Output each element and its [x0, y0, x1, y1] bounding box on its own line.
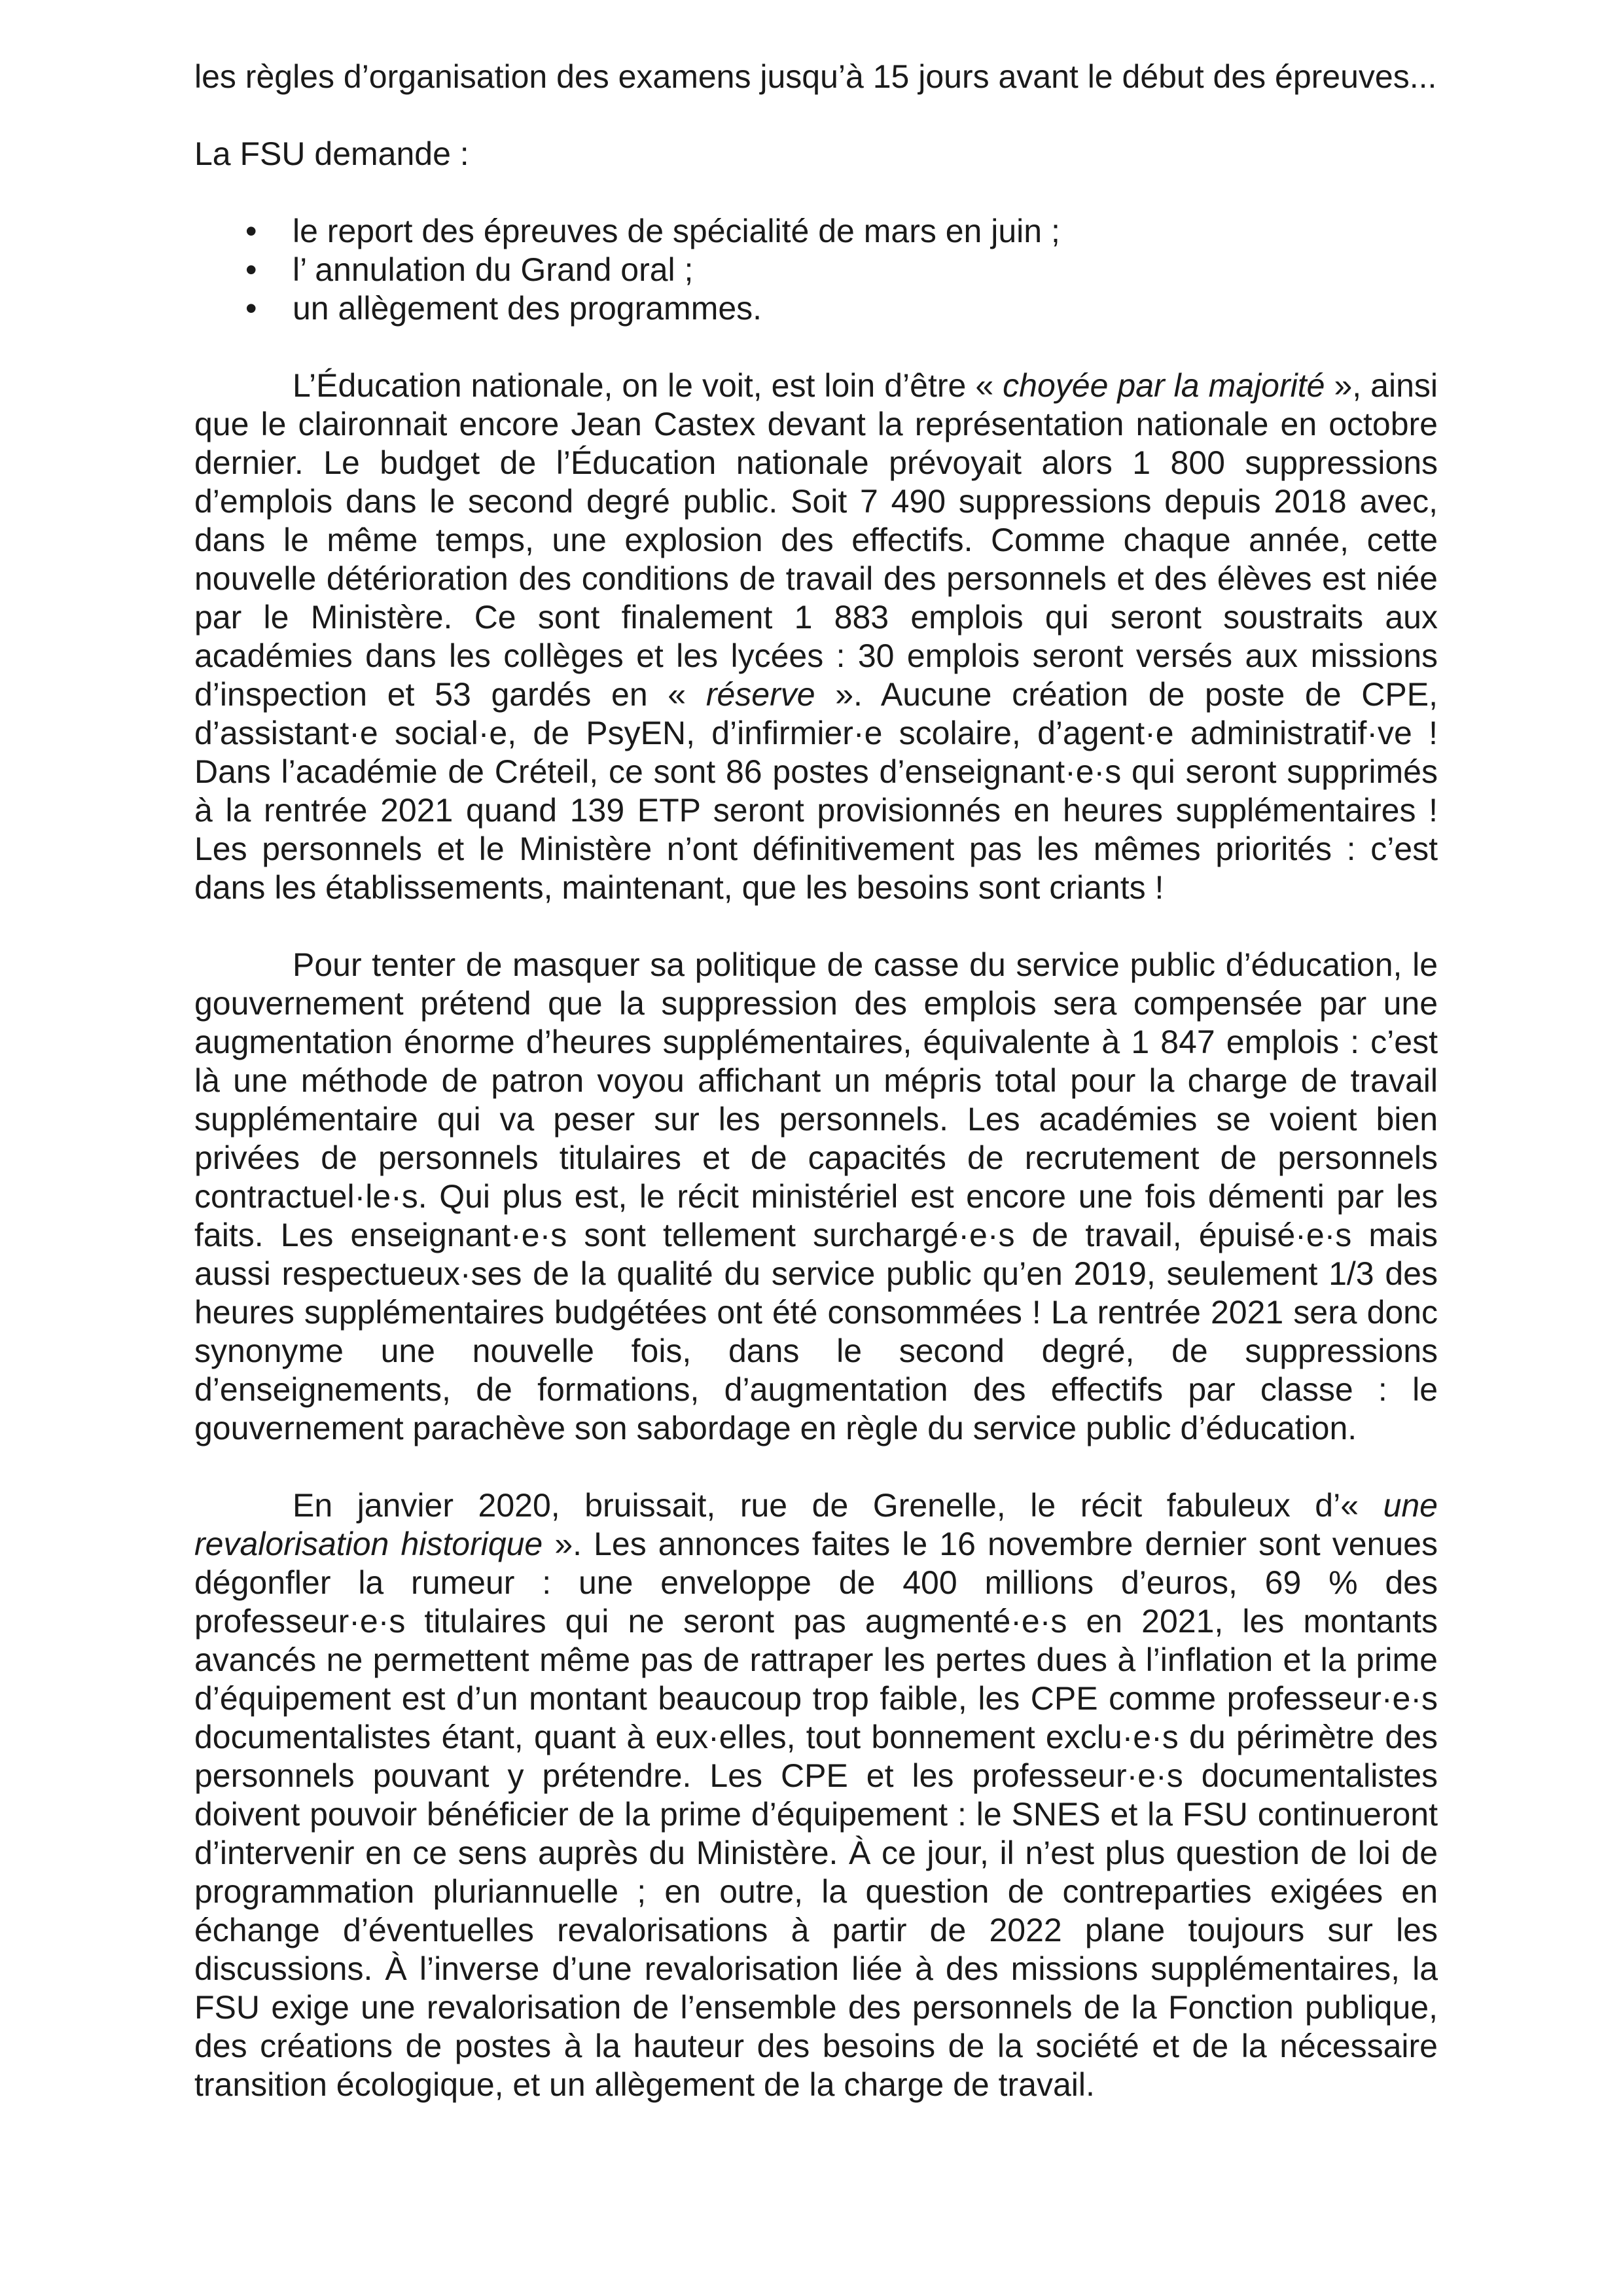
intro-continuation: les règles d’organisation des examens jusqu’à 15 jours avant le début des épreuves... [194, 58, 1437, 95]
paragraph-text: », ainsi que le claironnait encore Jean Castex devant la représentation nationale en octobre dernier. Le budget de l’Éducation nationale prévoyait alors 1 800 suppressions d’emplois dans le second degré public. Soit 7 490 suppressions depuis 2018 avec, dans le même temps, une explosion des effectifs. Comme chaque année, cette nouvelle détérioration des conditions de travail des personnels et des élèves est niée par le Ministère. Ce sont finalement 1 883 emplois qui seront soustraits aux académies dans les collèges et les lycées : 30 emplois seront versés aux missions d’inspection et 53 gardés en « [194, 367, 1438, 713]
list-item-text: le report des épreuves de spécialité de mars en juin ; [293, 213, 1060, 249]
demand-heading: La FSU demande : [194, 135, 469, 172]
paragraph-text: L’Éducation nationale, on le voit, est loin d’être « [293, 367, 1003, 404]
paragraph-text: En janvier 2020, bruissait, rue de Grenelle, le récit fabuleux d’« [293, 1487, 1383, 1524]
bullet-icon: • [245, 251, 257, 288]
paragraph-overtime: Pour tenter de masquer sa politique de casse du service public d’éducation, le gouvernement prétend que la suppression des emplois sera compensée par une augmentation énorme d’heures supplémentaires, équivalente à 1 847 emplois : c’est là une méthode de patron voyou affichant un mépris total pour la charge de travail supplémentaire qui va peser sur les personnels. Les académies se voient bien privées de personnels titulaires et de capacités de recrutement de personnels contractuel·le·s. Qui plus est, le récit ministériel est encore une fois démenti par les faits. Les enseignant·e·s sont tellement surchargé·e·s de travail, épuisé·e·s mais aussi respectueux·ses de la qualité du service public qu’en 2019, seulement 1/3 des heures supplémentaires budgétées ont été consommées ! La rentrée 2021 sera donc synonyme une nouvelle fois, dans le second degré, de suppressions d’enseignements, de formations, d’augmentation des effectifs par classe : le gouvernement parachève son sabordage en règle du service public d’éducation. [194, 946, 1438, 1446]
list-item-text: l’ annulation du Grand oral ; [293, 251, 694, 288]
quote-emphasis: une revalorisation historique [194, 1487, 1438, 1562]
bullet-icon: • [245, 213, 257, 249]
paragraph-text: ». Les annonces faites le 16 novembre dernier sont venues dégonfler la rumeur : une enveloppe de 400 millions d’euros, 69 % des professeur·e·s titulaires qui ne seront pas augmenté·e·s en 2021, les montants avancés ne permettent même pas de rattraper les pertes dues à l’inflation et la prime d’équipement est d’un montant beaucoup trop faible, les CPE comme professeur·e·s documentalistes étant, quant à eux·elles, tout bonnement exclu·e·s du périmètre des personnels pouvant y prétendre. Les CPE et les professeur·e·s documentalistes doivent pouvoir bénéficier de la prime d’équipement : le SNES et la FSU continueront d’intervenir en ce sens auprès du Ministère. À ce jour, il n’est plus question de loi de programmation pluriannuelle ; en outre, la question de contreparties exigées en échange d’éventuelles revalorisations à partir de 2022 plane toujours sur les discussions. À l’inverse d’une revalorisation liée à des missions supplémentaires, la FSU exige une revalorisation de l’ensemble des personnels de la Fonction publique, des créations de postes à la hauteur des besoins de la société et de la nécessaire transition écologique, et un allègement de la charge de travail. [194, 1526, 1438, 2103]
demand-list [194, 212, 1438, 328]
document-page [194, 58, 1438, 2143]
list-item-text: un allègement des programmes. [293, 290, 762, 327]
paragraph-revalorisation [194, 1486, 1438, 2104]
paragraph-text: ». Aucune création de poste de CPE, d’assistant·e social·e, de PsyEN, d’infirmier·e scolaire, d’agent·e administratif·ve ! Dans l’académie de Créteil, ce sont 86 postes d’enseignant·e·s qui seront supprimés à la rentrée 2021 quand 139 ETP seront provisionnés en heures supplémentaires ! Les personnels et le Ministère n’ont définitivement pas les mêmes priorités : c’est dans les établissements, maintenant, que les besoins sont criants ! [194, 676, 1438, 906]
bullet-icon: • [245, 290, 257, 327]
paragraph-education-budget [194, 367, 1438, 907]
quote-emphasis: réserve [705, 676, 815, 713]
list-item [194, 289, 1438, 328]
list-item [194, 212, 1438, 251]
quote-emphasis: choyée par la majorité [1003, 367, 1325, 404]
list-item [194, 251, 1438, 289]
